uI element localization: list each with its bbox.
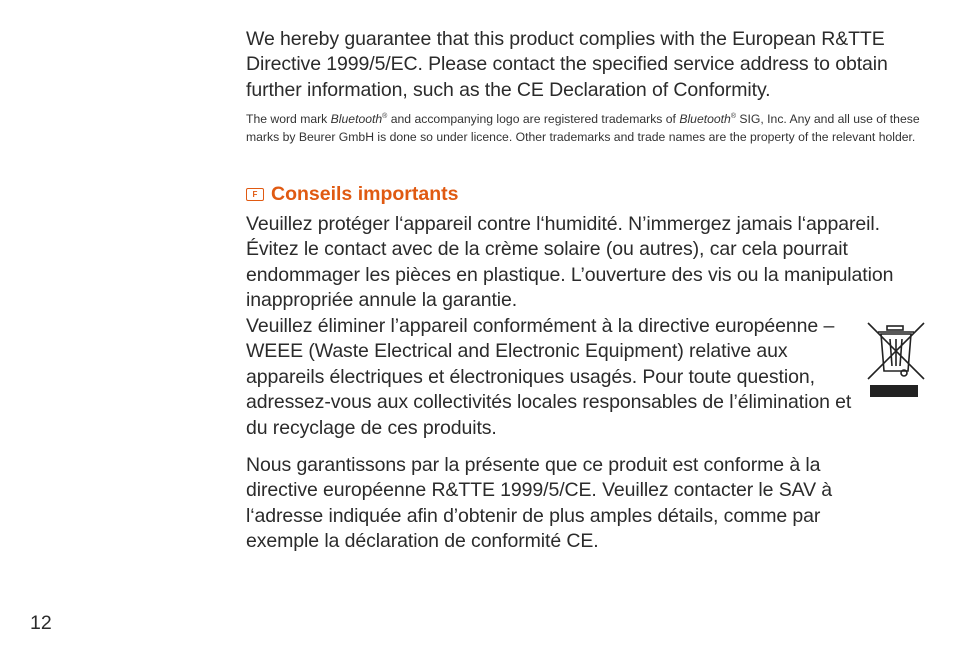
registered-mark-2: ® (730, 113, 736, 120)
bluetooth-brand-2: Bluetooth (679, 112, 731, 127)
paragraph-french-1: Veuillez protéger l‘appareil contre l‘humidité. N’immergez jamais l‘appareil. Évitez le contact avec de la crème solaire (ou autres), car cela pourrait endommager les pièces en plastique. L’ouverture des vis ou la manipulation inappropriée annule la garantie. (246, 213, 894, 312)
paragraph-french-2: Veuillez éliminer l’appareil conformément à la directive européenne – WEEE (Waste Electrical and Electronic Equipment) relative aux appareils électriques et électroniques usagés. Pour toute question, adressez-vous aux collectivités locales responsables de l’élimination et du recyclage de ces produits. (246, 315, 852, 439)
section-heading (246, 183, 936, 206)
trademark-text-3: SIG, Inc. Any and all use of these marks by Beurer GmbH is done so under licence. Other trademarks and trade names are the property of the relevant holder. (246, 112, 920, 144)
trademark-notice (246, 108, 926, 146)
paragraph-french-3: Nous garantissons par la présente que ce produit est conforme à la directive européenne R&TTE 1999/5/CE. Veuillez contacter le SAV à l‘adresse indiquée afin d’obtenir de plus amples détails, comme par exemple la déclaration de conformité CE. (246, 454, 833, 553)
paragraph-english: We hereby guarantee that this product complies with the European R&TTE Directive 1999/5/EC. Please contact the specified service address to obtain further information, such as the CE Declaration of Conformity. (246, 28, 888, 101)
weee-bin-icon (866, 321, 926, 399)
bluetooth-brand: Bluetooth (330, 112, 383, 127)
page-number: 12 (30, 612, 52, 634)
language-badge-icon: F (246, 188, 264, 201)
section-title: Conseils importants (271, 183, 459, 205)
registered-mark: ® (382, 113, 388, 120)
trademark-text-2: and accompanying logo are registered trademarks of (387, 112, 680, 127)
trademark-text-1: The word mark (246, 112, 331, 127)
